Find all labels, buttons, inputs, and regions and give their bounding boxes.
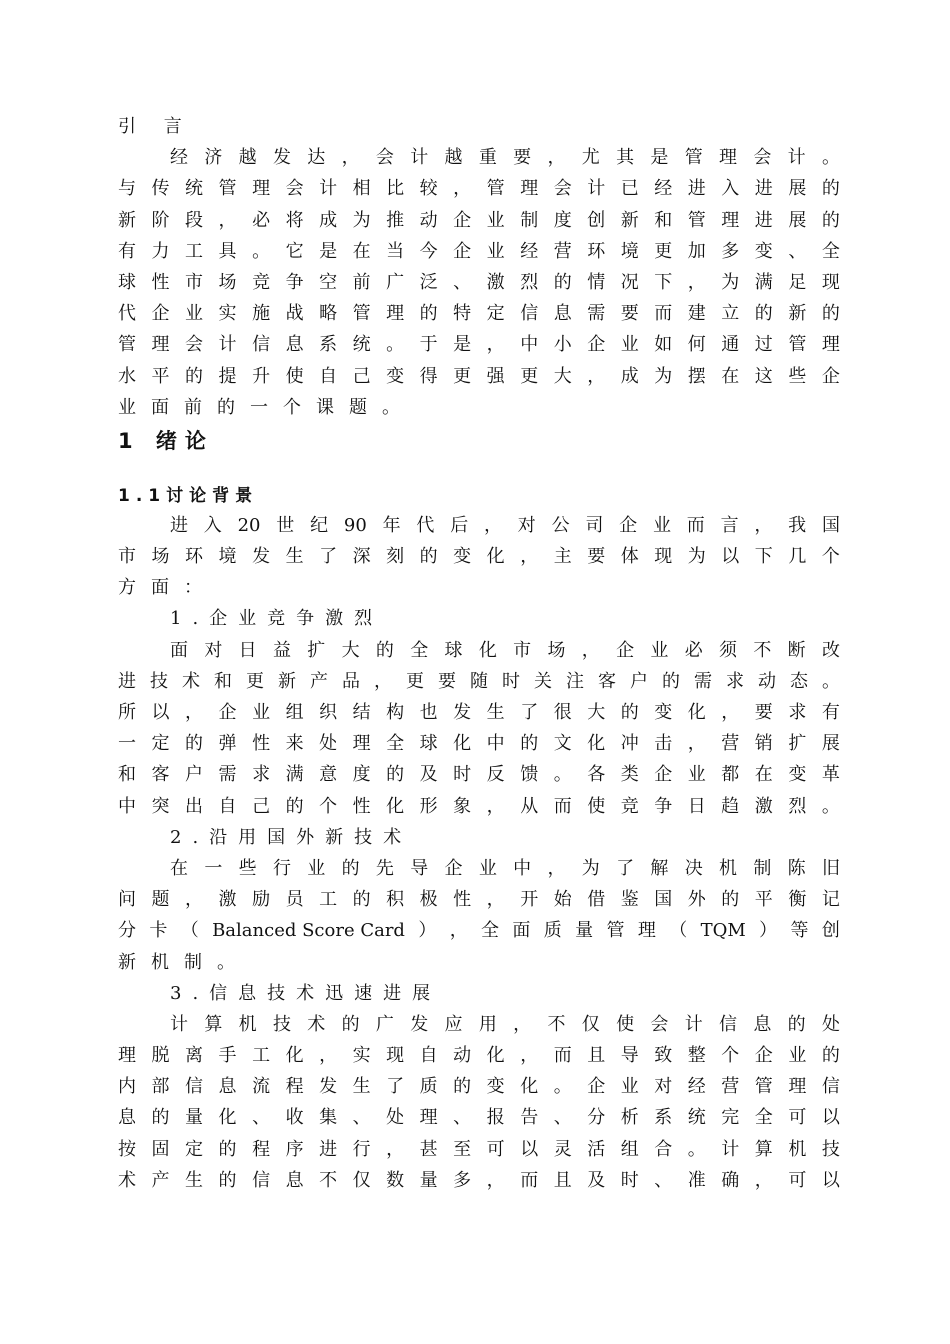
text-line: 进 技 术 和 更 新 产 品 ， 更 要 随 时 关 注 客 户 的 需 求 动 态 。 [118,670,840,692]
text-line: 水 平 的 提 升 使 自 己 变 得 更 强 更 大 ， 成 为 摆 在 这 些 企 [118,365,840,387]
text-line: 有 力 工 具 。 它 是 在 当 今 企 业 经 营 环 境 更 加 多 变 、 全 [118,240,840,262]
text-line: 一 定 的 弹 性 来 处 理 全 球 化 中 的 文 化 冲 击 ， 营 销 扩 展 [118,733,840,755]
text-line: 与 传 统 管 理 会 计 相 比 较 ， 管 理 会 计 已 经 进 入 进 展 的 [118,178,840,200]
background-paragraph [118,510,840,604]
text-line: 代 企 业 实 施 战 略 管 理 的 特 定 信 息 需 要 而 建 立 的 新 的 [118,303,840,325]
text-line: 方面： [118,577,217,599]
text-line: 中 突 出 自 己 的 个 性 化 形 象 ， 从 而 使 竞 争 日 趋 激 烈 。 [118,795,840,817]
text-line: 面 对 日 益 扩 大 的 全 球 化 市 场 ， 企 业 必 须 不 断 改 [170,639,840,661]
text-line: 进 入 20 世 纪 90 年 代 后 ， 对 公 司 企 业 而 言 ， 我 国 [170,514,840,536]
text-line: 新 阶 段 ， 必 将 成 为 推 动 企 业 制 度 创 新 和 管 理 进 展 的 [118,209,840,231]
text-line: 按 固 定 的 程 序 进 行 ， 甚 至 可 以 灵 活 组 合 。 计 算 机 技 [118,1138,840,1160]
document-page [118,111,840,1196]
text-line: 球 性 市 场 竞 争 空 前 广 泛 、 激 烈 的 情 况 下 ， 为 满 足 现 [118,271,840,293]
text-line: 新机制。 [118,951,250,973]
text-line: 术 产 生 的 信 息 不 仅 数 量 多 ， 而 且 及 时 、 准 确 ， 可 以 [118,1169,840,1191]
text-line: 息 的 量 化 、 收 集 、 处 理 、 报 告 、 分 析 系 统 完 全 可 以 [118,1107,840,1129]
item-2-title: 2.沿用国外新技术 [170,826,413,848]
item-2-paragraph [118,853,840,978]
text-line: 和 客 户 需 求 满 意 度 的 及 时 反 馈 。 各 类 企 业 都 在 变 革 [118,764,840,786]
text-line: 所 以 ， 企 业 组 织 结 构 也 发 生 了 很 大 的 变 化 ， 要 求 有 [118,702,840,723]
text-line: 市 场 环 境 发 生 了 深 刻 的 变 化 ， 主 要 体 现 为 以 下 几 个 [118,546,840,568]
section-1-heading: 1 绪论 [118,428,214,453]
text-line: 业面前的一个课题。 [118,396,415,418]
text-line: 问 题 ， 激 励 员 工 的 积 极 性 ， 开 始 借 鉴 国 外 的 平 衡 记 [118,889,840,911]
text-line: 内 部 信 息 流 程 发 生 了 质 的 变 化 。 企 业 对 经 营 管 理 信 [118,1076,840,1098]
text-line: 计 算 机 技 术 的 广 发 应 用 ， 不 仅 使 会 计 信 息 的 处 [170,1013,840,1035]
item-1-paragraph [118,635,840,822]
intro-paragraph [118,142,840,423]
text-line: 理 脱 离 手 工 化 ， 实 现 自 动 化 ， 而 且 导 致 整 个 企 业 的 [118,1045,840,1067]
item-3-title: 3.信息技术迅速进展 [170,982,442,1004]
text-line: 经 济 越 发 达 ， 会 计 越 重 要 ， 尤 其 是 管 理 会 计 。 [170,147,840,169]
text-line: 分 卡 （ Balanced Score Card ） ， 全 面 质 量 管 理 （ TQM ） 等 创 [118,920,840,942]
item-1-title: 1.企业竞争激烈 [170,608,384,630]
intro-heading: 引 言 [118,116,193,137]
section-1-1-heading: 1.1讨论背景 [118,485,259,506]
text-line: 在 一 些 行 业 的 先 导 企 业 中 ， 为 了 解 决 机 制 陈 旧 [170,857,840,879]
item-3-paragraph [118,1009,840,1196]
text-line: 管 理 会 计 信 息 系 统 。 于 是 ， 中 小 企 业 如 何 通 过 管 理 [118,334,840,356]
